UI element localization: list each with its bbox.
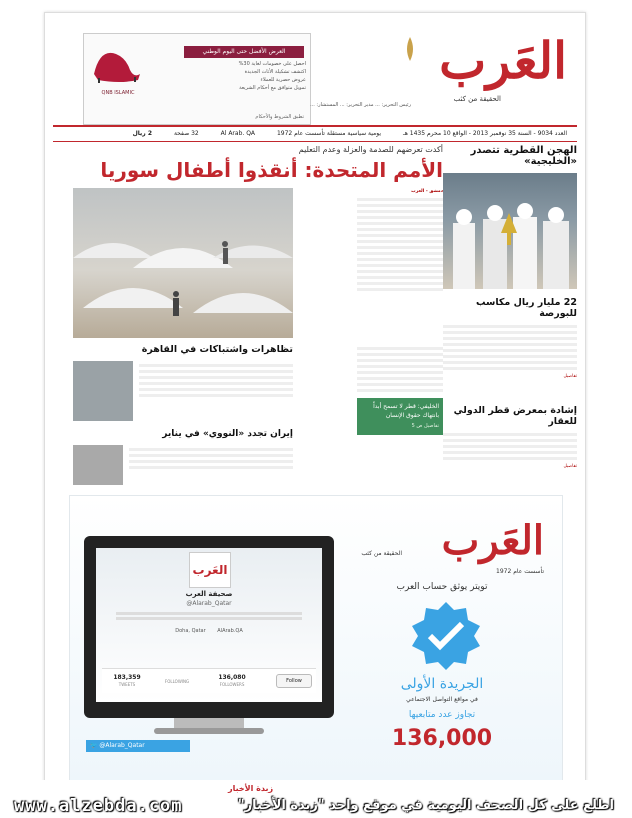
ad-terms: تطبق الشروط والأحكام	[255, 114, 304, 120]
monitor-base	[154, 728, 264, 734]
followers-label: FOLLOWERS	[219, 682, 245, 687]
website-link[interactable]: Al Arab. QA	[220, 130, 256, 137]
main-headline[interactable]: الأمم المتحدة: أنقذوا أطفال سوريا	[100, 158, 443, 182]
first-paper: الجريدة الأولى	[400, 676, 484, 692]
story-headline[interactable]: الهجن القطرية تتصدر «الخليجية»	[470, 145, 577, 167]
highlight-text: الخليفي: قطر لا تسمح أبداً بانتهاك حقوق الإنسان	[373, 403, 439, 419]
page-count: 32 صفحة	[173, 130, 199, 137]
followers-count: 136,080	[218, 674, 246, 681]
main-column	[53, 143, 443, 504]
ad-line: احصل على خصومات لغاية 30%	[238, 61, 306, 67]
camel-race-photo	[443, 173, 577, 289]
highlight-more: تفاصيل ص 5	[411, 423, 439, 429]
logo-text: العَرب	[439, 31, 567, 90]
banner-message: اطلع على كل الصحف اليومية في موقع واحد "زبدة الأخبار"	[237, 798, 614, 813]
story-headline[interactable]: إيران تجدد «النووي» في يناير	[162, 429, 293, 439]
twitter-handle: @Alarab_Qatar	[99, 742, 145, 749]
lead-story	[53, 188, 443, 338]
right-column	[443, 143, 577, 483]
sofa-image	[90, 44, 142, 84]
story-headline[interactable]: تظاهرات واشتباكات في القاهرة	[141, 344, 293, 355]
advertisement[interactable]	[83, 33, 311, 125]
newspaper-logo[interactable]	[397, 31, 567, 105]
tweets-label: TWEETS	[118, 682, 136, 687]
profile-handle: @Alarab_Qatar	[186, 600, 232, 607]
logo-tagline: الحقيقة من كثب	[453, 95, 501, 103]
profile-location: Doha, Qatar	[175, 628, 206, 634]
story-headline[interactable]: إشادة بمعرض قطر الدولي للعقار	[453, 405, 577, 427]
ad-brand-logo: QNB ISLAMIC	[101, 90, 135, 96]
refugee-camp-photo	[73, 188, 293, 338]
newspaper-page	[44, 12, 586, 789]
issue-info: العدد 9034 - السنة 35 نوفمبر 2013 - الواقع 10 محرم 1435 هـ	[402, 130, 567, 137]
ink-drop-icon	[401, 35, 419, 63]
side-text-col	[357, 344, 443, 435]
staff-line: رئيس التحرير: ... مدير التحرير: ... المستشار: ...	[310, 102, 411, 108]
profile-avatar: العَرب	[189, 552, 231, 588]
tweets-count: 183,359	[113, 674, 141, 681]
promo-ad[interactable]	[69, 495, 563, 785]
followers-stat	[202, 674, 262, 688]
ad-line: اكتشف تشكيلة الأثاث الجديدة	[244, 69, 306, 75]
monitor-stand	[174, 718, 244, 728]
profile-link[interactable]: AlArab.QA	[217, 628, 243, 634]
kicker: أكدت تعرضهم للصدمة والعزلة وعدم التعليم	[298, 145, 443, 154]
follow-button[interactable]: Follow	[276, 674, 312, 688]
twitter-profile	[96, 548, 322, 702]
twitter-bird-icon: 🐦	[90, 742, 98, 749]
ad-offer-list	[182, 60, 306, 92]
banner-brand: زبدة الأخبار	[228, 784, 274, 793]
iran-photo	[73, 445, 123, 485]
dateline-bar	[53, 125, 577, 142]
lead-caption-col	[357, 188, 443, 294]
promo-tagline: الحقيقة من كثب	[361, 550, 402, 557]
caption: دمشق - العرب	[411, 189, 443, 194]
ad-line: تمويل متوافق مع أحكام الشريعة	[239, 85, 306, 91]
founded-info: يومية سياسية مستقلة تأسست عام 1972	[276, 130, 382, 137]
verified-badge-icon	[406, 600, 486, 672]
more-link[interactable]: تفاصيل	[563, 464, 577, 469]
followers-label: تجاوز عدد متابعيها	[408, 710, 476, 720]
promo-logo: العَرب	[441, 517, 544, 564]
followers-total: 136,000	[391, 726, 493, 751]
first-paper-sub: في مواقع التواصل الاجتماعي	[406, 696, 478, 703]
masthead	[45, 13, 585, 137]
twitter-verify-line: تويتر يوثق حساب العرب	[396, 582, 488, 592]
more-link[interactable]: تفاصيل	[563, 374, 577, 379]
following-label: FOLLOWING	[164, 678, 190, 684]
profile-name: صحيفة العرب	[185, 590, 233, 598]
story-cairo	[73, 344, 293, 485]
people-trophy-image	[443, 173, 577, 289]
site-url[interactable]: www.alzebda.com	[14, 796, 183, 816]
story-body	[443, 325, 577, 395]
cairo-photo	[73, 361, 133, 421]
tents-image	[73, 188, 293, 338]
following-stat	[152, 678, 202, 685]
story-headline[interactable]: 22 مليار ريال مكاسب للبورصة	[475, 297, 577, 319]
ad-line: عروض حصرية للعملاء	[260, 77, 306, 83]
twitter-footer[interactable]	[86, 740, 190, 752]
story-body	[443, 433, 577, 470]
ad-headline: العرض الأفضل حتى اليوم الوطني	[184, 46, 304, 58]
price: 2 ريال	[132, 130, 153, 137]
tweets-stat	[102, 674, 152, 688]
computer-monitor	[84, 536, 334, 718]
lower-stories	[53, 344, 443, 504]
footer-banner[interactable]	[0, 780, 632, 818]
highlight-box[interactable]	[357, 398, 443, 435]
promo-founded: تأسست عام 1972	[496, 568, 544, 575]
